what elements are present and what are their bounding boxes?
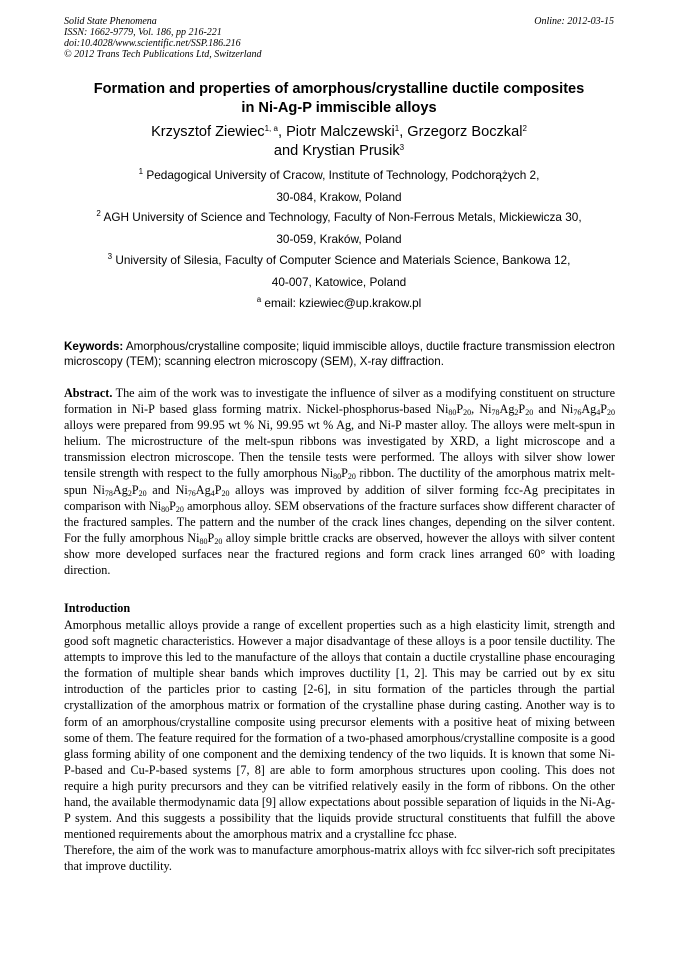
journal-name: Solid State Phenomena — [64, 16, 157, 27]
subscript: 2 — [514, 408, 519, 418]
email-line — [40, 293, 638, 315]
subscript: 80 — [333, 472, 342, 482]
subscript: 78 — [104, 488, 113, 498]
subscript: 80 — [161, 504, 170, 514]
introduction-body — [64, 617, 615, 875]
abstract-text: ribbon. The ductility of the amorphous matrix melt-spun Ni — [64, 466, 615, 497]
introduction-paragraph: Amorphous metallic alloys provide a range of excellent properties such as a high elasticity limit, strength and good soft magnetic characteristics. However a major disadvantage of these alloys is a poor tensile ductility. The attempts to improve this led to the manufacture of the alloys that contain a ductile crystalline phase encouraging the formation of multiple shear bands which improves ductility [1, 2]. This may be carried out by ex situ introduction of the particles prior to casting [2-6], in situ formation of the particles through the partial crystallization of the amorphous matrix or formation of the crystalline phase during casting. Another way is to form of an amorphous/crystalline composite using precursor elements with a positive heat of mixing between some of them. The feature required for the formation of a two-phased amorphous/crystalline composite is a good glass forming ability of one component and the demixing tendency of the two liquids. It is known that some Ni-P-based and Cu-P-based systems [7, 8] are able to form amorphous structures upon cooling. This does not require a high purity precursors and they can be vitrified relatively easily in the form of ribbons. On the other hand, the available thermodynamic data [9] allow expectations about possible separation of liquids in the Ni-Ag-P system. And this suggests a possibility that the liquids provide structural constituents that fulfill the above mentioned requirements about the amorphous matrix and a crystalline fcc phase. — [64, 618, 615, 842]
affiliation-city: 30-084, Krakow, Poland — [276, 189, 402, 204]
journal-header — [64, 16, 614, 60]
affiliation-line — [40, 250, 638, 272]
abstract-text: and Ni — [146, 482, 188, 497]
subscript: 2 — [127, 488, 132, 498]
introduction-paragraph: Therefore, the aim of the work was to manufacture amorphous-matrix alloys with fcc silver-rich soft precipitates that improve ductility. — [64, 843, 615, 874]
doi-line: doi:10.4028/www.scientific.net/SSP.186.216 — [64, 38, 241, 49]
abstract-paragraph: Abstract. The aim of the work was to investigate the influence of silver as a modifying constituent on structure formation in Ni-P based glass forming matrix. Nickel-phosphorus-based $Ni_{80}P_{20}$, $Ni_{78}Ag_2P_{20}$ and $Ni_{76}Ag_4P_{20}$ alloys were prepared from 99.95 wt % Ni, 99.95 wt % Ag, and Ni-P master alloy. The alloys were melt-spun in helium. The microstructure of the melt-spun ribbons was investigated by XRD, a light microscope and a transmission electron microscope. Then the tensile tests were performed. The alloys with silver show lower tensile strength with respect to the fully amorphous $Ni_{80}P_{20}$ ribbon. The ductility of the amorphous matrix melt-spun $Ni_{78}Ag_2P_{20}$ and $Ni_{76}Ag_4P_{20}$ alloys was improved by addition of silver forming fcc-Ag precipitates in comparison with $Ni_{80}P_{20}$ amorphous alloy. SEM observations of the fracture surfaces show different character of the fractured samples. The pattern and the number of the crack lines changes, depending on the silver content. For the fully amorphous $Ni_{80}P_{20}$ alloy simple brittle cracks are observed, however the alloys with silver content show more developed surfaces near the fractured regions and form crack lines arranged 60° with loading direction. — [64, 386, 615, 578]
subscript: 80 — [199, 536, 208, 546]
subscript: 78 — [491, 408, 500, 418]
keywords-label: Keywords: — [64, 340, 124, 353]
title-line-2: in Ni-Ag-P immiscible alloys — [241, 100, 437, 116]
element-symbol: Ag — [499, 402, 515, 417]
abstract-text: alloy simple brittle cracks are observed, however the alloys with silver content show more developed surfaces near the fractured regions and form crack lines arranged 60° with loading direction. — [64, 530, 615, 578]
affiliation-line — [40, 165, 638, 187]
author-affil-sup: 2 — [522, 124, 527, 133]
subscript: 80 — [448, 408, 457, 418]
affiliation-sup: 3 — [107, 252, 113, 261]
affiliation-text: AGH University of Science and Technology, Faculty of Non-Ferrous Metals, Mickiewicza 30, — [103, 210, 582, 224]
affiliation-2 — [40, 207, 638, 250]
abstract-text: alloys was improved by addition of silver forming fcc-Ag precipitates in comparison with Ni — [64, 482, 615, 513]
subscript: 76 — [187, 488, 196, 498]
subscript: 20 — [347, 472, 356, 482]
subscript: 20 — [607, 408, 615, 418]
author-conjunction: and — [273, 143, 303, 159]
abstract-text: The aim of the work was to investigate the influence of silver as a modifying constituent on structure formation in Ni-P based glass forming matrix. Nickel-phosphorus-based Ni — [64, 386, 615, 417]
affiliation-city: 40-007, Katowice, Poland — [271, 274, 407, 289]
abstract-text: , — [471, 402, 475, 417]
affiliation-3 — [40, 250, 638, 293]
authors-line-2 — [50, 142, 628, 161]
affiliation-1 — [40, 165, 638, 208]
paper-title — [50, 80, 628, 118]
email-sup: a — [256, 295, 262, 304]
issn-line: ISSN: 1662-9779, Vol. 186, pp 216-221 — [64, 27, 222, 38]
author-name: Krystian Prusik — [302, 143, 400, 159]
author-separator: , — [399, 124, 408, 140]
title-line-1: Formation and properties of amorphous/crystalline ductile composites — [93, 81, 585, 97]
subscript: 20 — [214, 536, 223, 546]
author-affil-sup: 1, a — [264, 124, 278, 133]
element-symbol: P — [456, 402, 464, 417]
subscript: 4 — [596, 408, 601, 418]
subscript: 20 — [525, 408, 534, 418]
affiliation-sup: 2 — [96, 209, 101, 218]
author-list — [50, 123, 628, 161]
author-name: Piotr Malczewski — [286, 124, 395, 140]
author-affil-sup: 1 — [394, 124, 400, 133]
copyright-line: © 2012 Trans Tech Publications Ltd, Switzerland — [64, 49, 262, 60]
affiliation-sup: 1 — [138, 167, 144, 176]
affiliation-line — [40, 207, 638, 229]
subscript: 20 — [138, 488, 147, 498]
section-heading-introduction: Introduction — [64, 601, 131, 615]
email-address[interactable]: email: kziewiec@up.krakow.pl — [264, 296, 422, 310]
subscript: 20 — [175, 504, 184, 514]
affiliation-text: Pedagogical University of Cracow, Institute of Technology, Podchorążych 2, — [146, 168, 540, 182]
subscript: 20 — [221, 488, 230, 498]
authors-line-1 — [50, 123, 628, 142]
subscript: 76 — [573, 408, 582, 418]
keywords-text: Amorphous/crystalline composite; liquid immiscible alloys, ductile fracture transmission electron microscopy (TEM); scanning electron microscopy (SEM), X-ray diffraction. — [64, 340, 615, 368]
author-name: Grzegorz Boczkal — [407, 124, 523, 140]
subscript: 4 — [210, 488, 215, 498]
abstract-text: and Ni — [533, 402, 574, 417]
abstract-label: Abstract. — [64, 386, 113, 400]
author-separator: , — [277, 124, 287, 140]
abstract-text: amorphous alloy. SEM observations of the fracture surfaces show different character of the fractured samples. The pattern and the number of the crack lines changes, depending on the silver content. For the fully amorphous Ni — [64, 498, 615, 545]
online-date: Online: 2012-03-15 — [534, 16, 614, 27]
abstract-text: alloys were prepared from 99.95 wt % Ni, 99.95 wt % Ag, and Ni-P master alloy. The alloys were melt-spun in helium. The microstructure of the melt-spun ribbons was investigated by XRD, a light microscope and a transmission electron microscope. Then the tensile tests were performed. The alloys with silver show lower tensile strength with respect to the fully amorphous Ni — [64, 418, 615, 481]
author-name: Krzysztof Ziewiec — [151, 124, 265, 140]
subscript: 20 — [463, 408, 472, 418]
affiliation-text: University of Silesia, Faculty of Computer Science and Materials Science, Bankowa 12, — [115, 253, 571, 267]
keywords-block — [64, 339, 615, 369]
affiliation-city: 30-059, Kraków, Poland — [276, 231, 402, 246]
author-affil-sup: 3 — [399, 143, 405, 152]
